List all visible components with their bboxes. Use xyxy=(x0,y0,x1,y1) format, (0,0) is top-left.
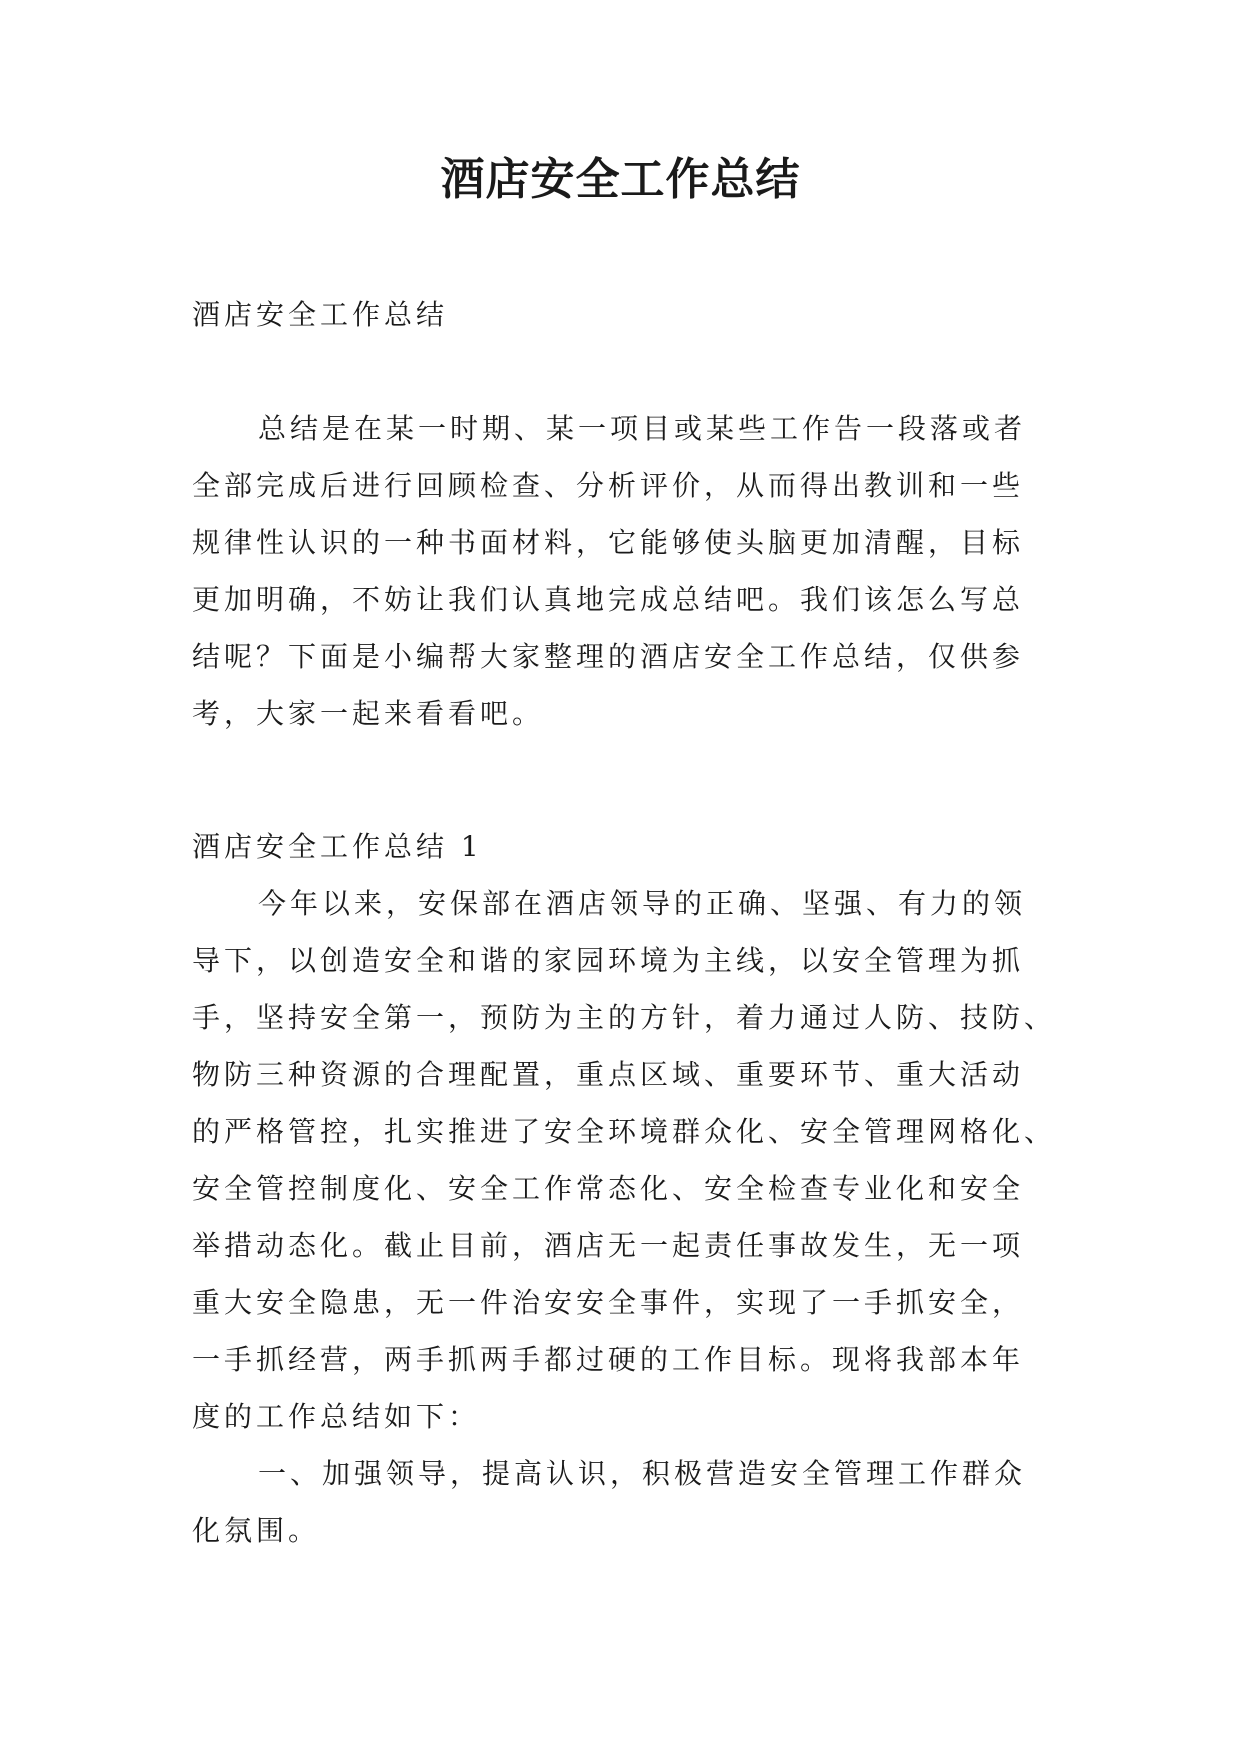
intro-line: 更加明确，不妨让我们认真地完成总结吧。我们该怎么写总 xyxy=(192,583,1025,616)
section-line: 举措动态化。截止目前，酒店无一起责任事故发生，无一项 xyxy=(192,1229,1025,1262)
section-line: 物防三种资源的合理配置，重点区域、重要环节、重大活动 xyxy=(192,1058,1025,1091)
intro-line: 总结是在某一时期、某一项目或某些工作告一段落或者 xyxy=(258,412,1027,445)
section-line: 导下，以创造安全和谐的家园环境为主线，以安全管理为抓 xyxy=(192,944,1025,977)
section-heading: 酒店安全工作总结 1 xyxy=(192,830,483,863)
intro-line: 全部完成后进行回顾检查、分析评价，从而得出教训和一些 xyxy=(192,469,1025,502)
section-line: 今年以来，安保部在酒店领导的正确、坚强、有力的领 xyxy=(258,887,1027,920)
section-1 xyxy=(192,818,1062,1559)
section-line: 一手抓经营，两手抓两手都过硬的工作目标。现将我部本年 xyxy=(192,1343,1025,1376)
section-line: 一、加强领导，提高认识，积极营造安全管理工作群众 xyxy=(258,1457,1027,1490)
section-line: 度的工作总结如下： xyxy=(192,1400,481,1433)
intro-line: 规律性认识的一种书面材料，它能够使头脑更加清醒，目标 xyxy=(192,526,1025,559)
intro-line: 结呢？下面是小编帮大家整理的酒店安全工作总结，仅供参 xyxy=(192,640,1025,673)
section-line: 手，坚持安全第一，预防为主的方针，着力通过人防、技防、 xyxy=(192,1001,1057,1034)
section-line: 化氛围。 xyxy=(192,1514,321,1547)
intro-line: 考，大家一起来看看吧。 xyxy=(192,697,545,730)
section-line: 安全管控制度化、安全工作常态化、安全检查专业化和安全 xyxy=(192,1172,1025,1205)
subtitle-text: 酒店安全工作总结 xyxy=(192,298,449,331)
section-line: 重大安全隐患，无一件治安安全事件，实现了一手抓安全， xyxy=(192,1286,1025,1319)
document-subtitle xyxy=(192,286,1062,343)
section-line: 的严格管控，扎实推进了安全环境群众化、安全管理网格化、 xyxy=(192,1115,1057,1148)
intro-paragraph xyxy=(192,400,1062,742)
document-title: 酒店安全工作总结 xyxy=(440,154,801,205)
